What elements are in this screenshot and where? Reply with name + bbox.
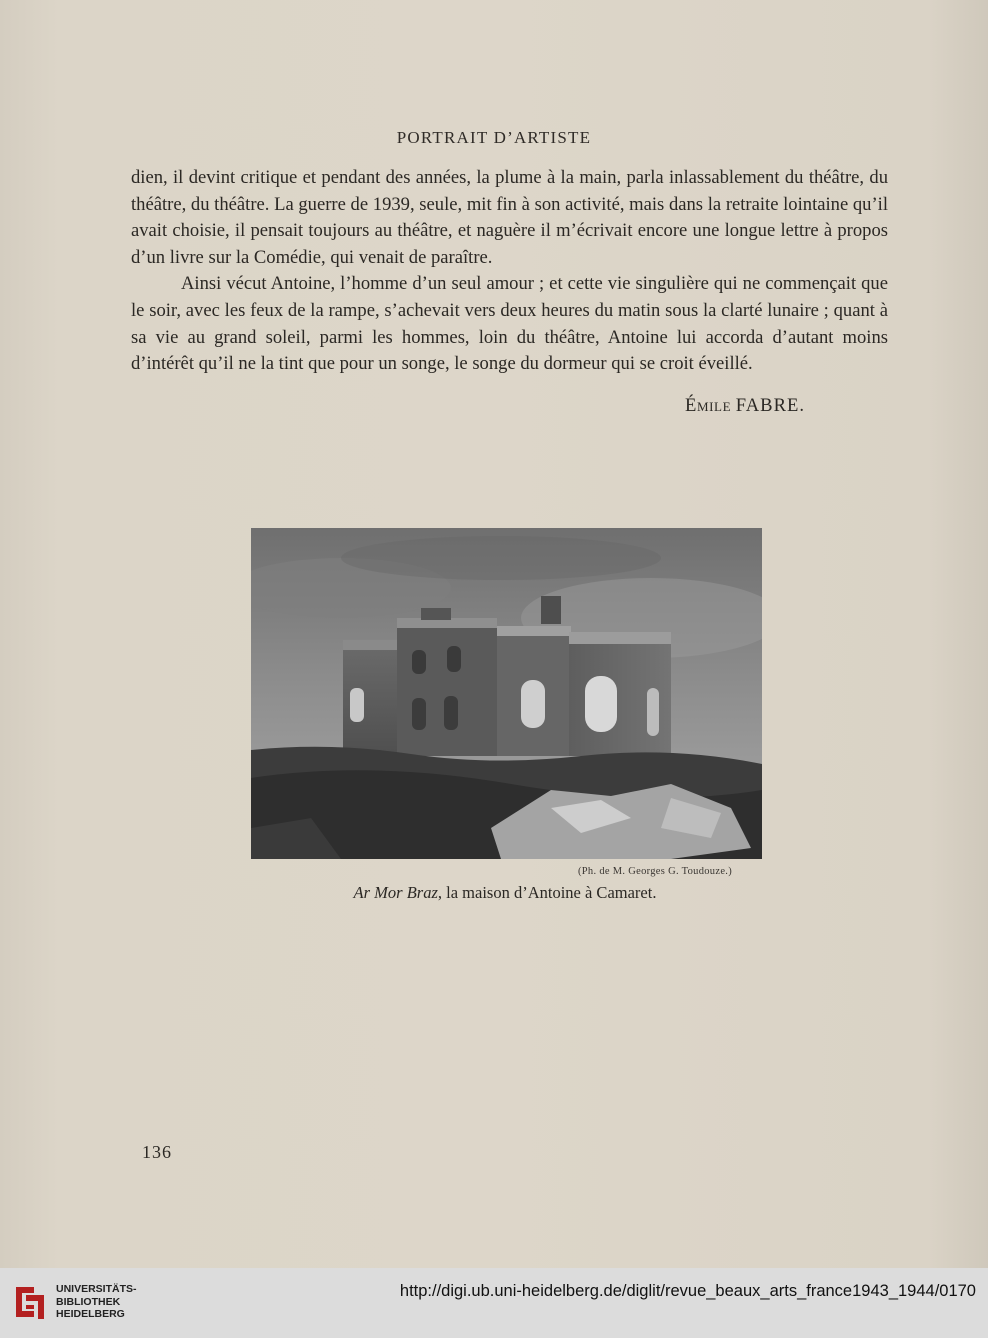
caption-title: Ar Mor Braz xyxy=(353,883,438,902)
footer-bar xyxy=(0,1268,988,1338)
running-head: PORTRAIT D’ARTISTE xyxy=(396,128,592,147)
author-last-name: FABRE. xyxy=(735,395,805,416)
photo-caption xyxy=(0,883,988,903)
library-name-line-2: BIBLIOTHEK xyxy=(56,1295,121,1308)
photo-credit: (Ph. de M. Georges G. Toudouze.) xyxy=(578,866,732,877)
article-text xyxy=(131,165,888,378)
caption-text: , la maison d’Antoine à Camaret. xyxy=(437,883,657,902)
paragraph-2: Ainsi vécut Antoine, l’homme d’un seul amour ; et cette vie singulière qui ne commençait que le soir, avec les feux de la rampe, s’achevait vers deux heures du matin sous la clarté lunaire ; quant à sa vie au grand soleil, parmi les hommes, loin du théâtre, Antoine lui accorda d’autant moins d’intérêt qu’il ne la tint que pour un songe, le songe du dormeur qui se croit éveillé. xyxy=(131,273,888,375)
library-name-line-3: HEIDELBERG xyxy=(56,1308,125,1320)
library-name xyxy=(56,1283,137,1321)
paragraph-1: dien, il devint critique et pendant des années, la plume à la main, parla inlassablement du théâtre, du théâtre, du théâtre. La guerre de 1939, seule, mit fin à son activité, mais dans la retraite lointaine qu’il avait choisie, il pensait toujours au théâtre, et naguère il m’écrivait encore une longue lettre à propos d’un livre sur la Comédie, qui venait de paraître. xyxy=(131,167,888,268)
library-logo-icon xyxy=(12,1281,48,1325)
page-number: 136 xyxy=(142,1142,172,1162)
source-url-link[interactable]: http://digi.ub.uni-heidelberg.de/diglit/revue_beaux_arts_france1943_1944/0170 xyxy=(399,1282,976,1300)
house-photograph xyxy=(251,528,762,859)
author-first-name: Émile xyxy=(685,395,732,416)
library-name-line-1: UNIVERSITÄTS- xyxy=(56,1283,137,1295)
author-signature xyxy=(685,395,805,417)
